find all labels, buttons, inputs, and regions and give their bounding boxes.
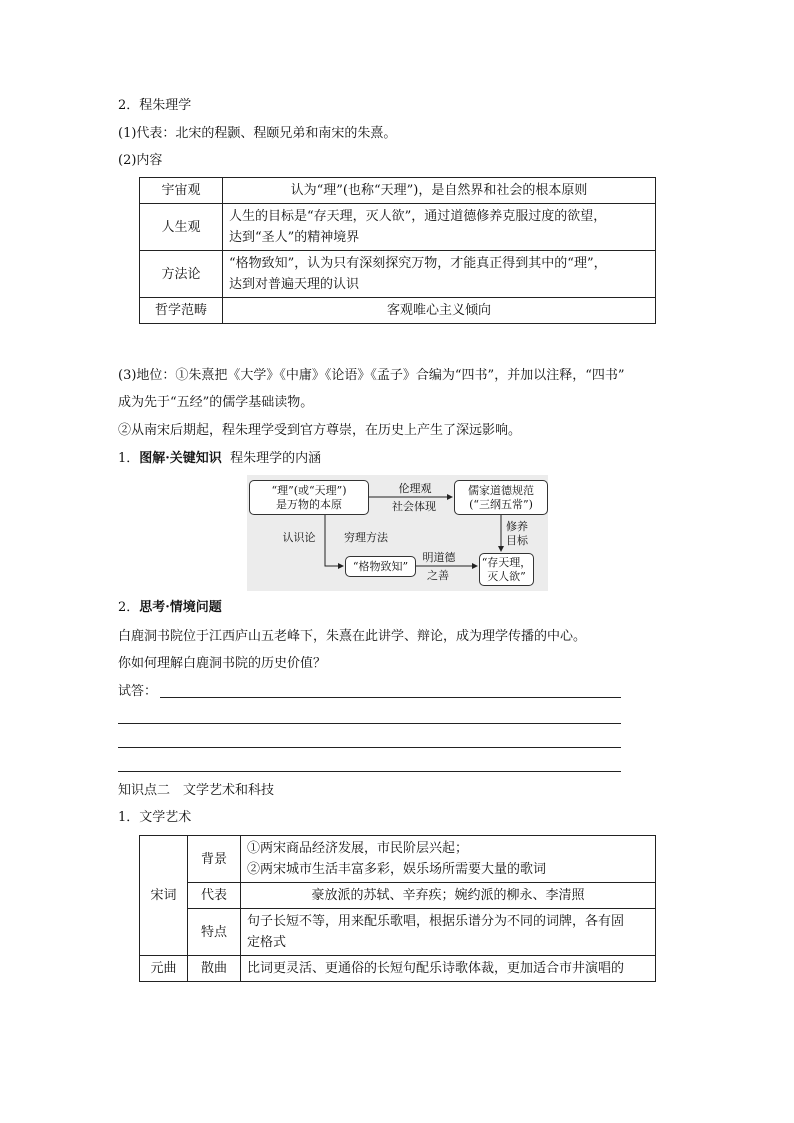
label-ethics: 伦理观	[398, 482, 432, 495]
status-line-1: (3)地位：①朱熹把《大学》《中庸》《论语》《孟子》合编为“四书”，并加以注释，“四书”	[118, 368, 625, 383]
knowledge-point-2-title: 知识点二 文学艺术和科技	[118, 783, 275, 798]
answer-line-3[interactable]	[118, 747, 621, 748]
cell-feature-value: 句子长短不等，用来配乐歌唱，根据乐谱分为不同的词牌，各有固 定格式	[241, 909, 656, 956]
label-virtue-bottom: 之善	[427, 569, 449, 582]
table-row	[140, 836, 656, 883]
think-paragraph-2: 你如何理解白鹿洞书院的历史价值？	[118, 656, 327, 671]
row-value: “格物致知”，认为只有深刻探究万物，才能真正得到其中的“理”， 达到对普遍天理的认识	[223, 251, 656, 298]
label-social: 社会体现	[392, 500, 436, 513]
row-key: 人生观	[140, 204, 223, 251]
box-confucian-norms: 儒家道德规范 (“三纲五常”)	[454, 480, 548, 515]
row-value: 人生的目标是“存天理，灭人欲”，通过道德修养克服过度的欲望， 达到“圣人”的精神境界	[223, 204, 656, 251]
think-heading: 2．思考·情境问题	[118, 600, 222, 615]
literature-art-title: 1．文学艺术	[118, 810, 192, 825]
diagram-heading: 1．图解·关键知识 程朱理学的内涵	[118, 451, 322, 466]
cell-yuanqu: 元曲	[140, 956, 188, 982]
answer-line-1[interactable]	[160, 697, 621, 698]
table-row	[140, 883, 656, 909]
cell-background: 背景	[188, 836, 241, 883]
row-value: 认为“理”(也称“天理”)，是自然界和社会的根本原则	[223, 178, 656, 204]
status-line-3: ②从南宋后期起，程朱理学受到官方尊崇，在历史上产生了深远影响。	[118, 423, 522, 438]
cell-background-value: ①两宋商品经济发展，市民阶层兴起； ②两宋城市生活丰富多彩，娱乐场所需要大量的歌词	[241, 836, 656, 883]
representatives-text: (1)代表：北宋的程颢、程颐兄弟和南宋的朱熹。	[118, 126, 397, 141]
status-line-2: 成为先于“五经”的儒学基础读物。	[118, 395, 314, 410]
think-paragraph-1: 白鹿洞书院位于江西庐山五老峰下，朱熹在此讲学、辩论，成为理学传播的中心。	[118, 629, 587, 644]
cell-sanqu-value: 比词更灵活、更通俗的长短句配乐诗歌体裁，更加适合市井演唱的	[241, 956, 656, 982]
label-cultivation: 修养 目标	[506, 520, 528, 547]
section-title-chengzhu: 2．程朱理学	[118, 98, 192, 113]
box-cun-tianli: “存天理， 灭人欲”	[479, 553, 534, 586]
label-virtue-top: 明道德	[422, 551, 456, 564]
table-row	[140, 178, 656, 204]
literature-table	[139, 835, 656, 982]
box-gewu-zhizhi: “格物致知”	[345, 556, 416, 577]
box-li-origin: “理”(或“天理”) 是万物的本原	[249, 480, 369, 515]
table-row	[140, 251, 656, 298]
answer-line-2[interactable]	[118, 723, 621, 724]
answer-label: 试答：	[118, 684, 158, 699]
concept-diagram	[247, 475, 548, 591]
cell-sanqu: 散曲	[188, 956, 241, 982]
table-row	[140, 298, 656, 324]
content-table	[139, 177, 656, 324]
row-value: 客观唯心主义倾向	[223, 298, 656, 324]
answer-line-4[interactable]	[118, 771, 621, 772]
cell-representative-value: 豪放派的苏轼、辛弃疾；婉约派的柳永、李清照	[241, 883, 656, 909]
cell-feature: 特点	[188, 909, 241, 956]
row-key: 宇宙观	[140, 178, 223, 204]
label-method: 穷理方法	[344, 531, 388, 544]
table-row	[140, 909, 656, 956]
table-row	[140, 204, 656, 251]
cell-representative: 代表	[188, 883, 241, 909]
row-key: 哲学范畴	[140, 298, 223, 324]
table-row	[140, 956, 656, 982]
content-label: (2)内容	[118, 153, 163, 168]
row-key: 方法论	[140, 251, 223, 298]
cell-songci: 宋词	[140, 836, 188, 956]
label-cognition: 认识论	[282, 531, 316, 544]
